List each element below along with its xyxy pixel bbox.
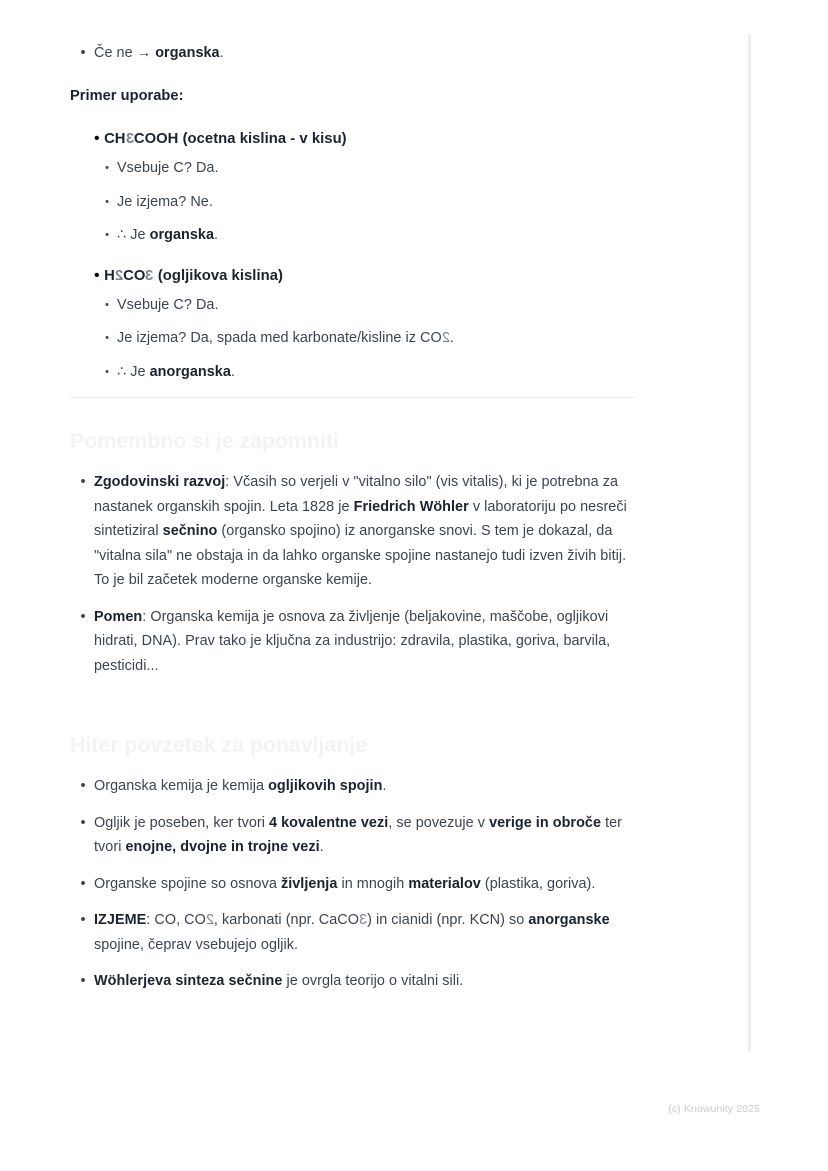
important-text (94, 470, 636, 593)
step-text: Vsebuje C? Da. (117, 160, 219, 176)
bullet-glyph: • (105, 162, 109, 174)
text-bold: materialov (408, 875, 481, 892)
text-part: : CO, CO (146, 912, 206, 928)
text-part: spojine, čeprav vsebujejo ogljik. (94, 936, 299, 953)
formula-subscript: 3 (125, 131, 134, 147)
step-suffix: . (214, 227, 219, 243)
formula-suffix: COOH (133, 131, 179, 147)
bullet-glyph: • (105, 195, 109, 208)
text-bold: 4 kovalentne vezi (269, 814, 389, 831)
text-bold: Friedrich Wöhler (353, 498, 469, 515)
bullet-glyph: • (80, 474, 86, 490)
subheading-primer-uporabe: Primer uporabe: (70, 88, 184, 104)
text-part: ) in cianidi (npr. KCN) so (367, 912, 529, 928)
top-rule-block (70, 41, 636, 72)
text-bold: ogljikovih spojin (268, 778, 383, 794)
term-lead: Pomen (94, 608, 143, 625)
formula-description: (ogljikova kislina) (153, 267, 283, 284)
formula-subscript: 2 (205, 912, 214, 928)
example-group-acetic-acid (70, 127, 636, 248)
text-part: , se povezuje v (388, 814, 490, 831)
example-heading (70, 264, 636, 288)
top-rule-bold: organska (155, 45, 220, 61)
summary-text (94, 811, 636, 860)
footer-copyright: (c) Knowunity 2025 (668, 1103, 760, 1115)
list-item (70, 360, 636, 385)
step-prefix: Je izjema? Da, spada med karbonate/kisline iz CO (117, 330, 442, 346)
formula-title (104, 268, 283, 284)
list-item (70, 811, 636, 860)
formula-mid: CO (123, 267, 146, 284)
therefore-icon: ∴ Je (117, 363, 150, 380)
list-item (70, 326, 636, 351)
text-part: (organsko spojino) iz anorganske snovi. S tem je dokazal, da "vitalna sila" ne obstaja in da lahko organske spojine nastanejo tudi izven živih bitij. To je bil začetek moderne organske kemije. (94, 523, 627, 588)
text-part: : Organska kemija je osnova za življenje (beljakovine, maščobe, ogljikovi hidrati, DNA). Prav tako je ključna za industrijo: zdravila, plastika, goriva, barvila, pesticidi... (94, 608, 611, 674)
summary-text (94, 774, 636, 799)
bullet-glyph: • (80, 778, 86, 794)
step-suffix: . (449, 330, 454, 346)
example-steps-list (70, 156, 636, 248)
text-part: Organska kemija je kemija (94, 778, 269, 794)
text-part: . (319, 839, 324, 855)
section-important (70, 470, 636, 690)
formula-prefix: H (104, 267, 115, 284)
summary-text (94, 908, 636, 957)
bullet-glyph: • (80, 814, 86, 831)
list-item (70, 470, 636, 593)
text-part: Ogljik je poseben, ker tvori (94, 814, 270, 831)
examples-block (70, 127, 636, 393)
top-rule-list (70, 41, 636, 66)
text-bold: Wöhlerjeva sinteza sečnine (94, 973, 283, 989)
list-item (70, 872, 636, 897)
formula-description: (ocetna kislina - v kisu) (178, 131, 347, 147)
bullet-glyph: • (80, 973, 86, 989)
top-rule-text (94, 41, 636, 66)
example-heading (70, 127, 636, 151)
list-item (70, 908, 636, 957)
bullet-glyph: • (105, 229, 109, 241)
step-text: Vsebuje C? Da. (117, 296, 219, 313)
step-text (117, 326, 636, 351)
arrow-icon: → (136, 45, 152, 61)
top-rule-prefix: Če ne (94, 45, 137, 61)
step-text (117, 360, 636, 385)
list-item (70, 969, 636, 994)
text-bold: anorganske (528, 912, 610, 928)
text-part: (plastika, goriva). (480, 875, 596, 892)
important-text (94, 605, 636, 679)
example-group-carbonic-acid (70, 264, 636, 385)
formula-subscript: 3 (145, 267, 154, 284)
top-rule-suffix: . (219, 45, 224, 61)
bullet-glyph: • (105, 298, 109, 311)
text-part: in mnogih (337, 875, 409, 892)
step-bold: anorganska (149, 363, 231, 380)
text-part: v laboratoriju po nesreči sintetiziral (94, 498, 627, 539)
step-text: Je izjema? Ne. (117, 193, 213, 210)
text-part: . (382, 778, 387, 794)
section-heading-important: Pomembno si je zapomniti (70, 429, 339, 453)
list-item (70, 774, 636, 799)
list-item (70, 190, 636, 215)
term-lead: Zgodovinski razvoj (94, 474, 226, 490)
text-part: , karbonati (npr. CaCO (213, 912, 359, 928)
bullet-glyph: • (105, 365, 109, 378)
bullet-glyph: • (105, 332, 109, 344)
list-item (70, 605, 636, 679)
formula-subscript: 2 (441, 330, 450, 346)
text-bold: enojne, dvojne in trojne vezi (125, 839, 320, 855)
bullet-glyph: • (80, 875, 86, 892)
text-bold: sečnino (162, 523, 218, 539)
section-divider (70, 397, 636, 398)
formula-title (104, 131, 347, 147)
example-steps-list (70, 293, 636, 385)
text-bold: IZJEME (94, 912, 147, 928)
step-text (117, 223, 636, 248)
bullet-glyph: • (80, 45, 86, 61)
text-part: : Včasih so verjeli v "vitalno silo" (vis vitalis), ki je potrebna za nastanek organskih spojin. Leta 1828 je (94, 474, 619, 515)
bullet-glyph: • (80, 912, 86, 928)
section-summary (70, 774, 636, 1006)
summary-list (70, 774, 636, 994)
text-part: Organske spojine so osnova (94, 875, 281, 892)
text-part: je ovrgla teorijo o vitalni sili. (282, 973, 464, 989)
bullet-glyph: • (80, 608, 86, 625)
text-part: ter tvori (94, 814, 623, 855)
list-item (70, 41, 636, 66)
formula-subscript: 2 (114, 267, 124, 284)
text-bold: verige in obroče (489, 814, 602, 831)
list-item (70, 223, 636, 248)
list-item (70, 156, 636, 181)
step-bold: organska (149, 227, 214, 243)
step-suffix: . (230, 363, 235, 380)
summary-text (94, 872, 636, 897)
formula-subscript: 3 (359, 912, 368, 928)
bullet-glyph: • (94, 130, 100, 147)
text-bold: življenja (280, 875, 338, 892)
bullet-glyph: • (94, 266, 100, 284)
list-item (70, 293, 636, 318)
section-heading-summary: Hiter povzetek za ponavljanje (70, 733, 367, 757)
important-list (70, 470, 636, 678)
formula-prefix: CH (104, 131, 126, 147)
vertical-scrollbar[interactable] (748, 34, 751, 1052)
therefore-icon: ∴ Je (117, 227, 150, 243)
summary-text (94, 969, 636, 994)
